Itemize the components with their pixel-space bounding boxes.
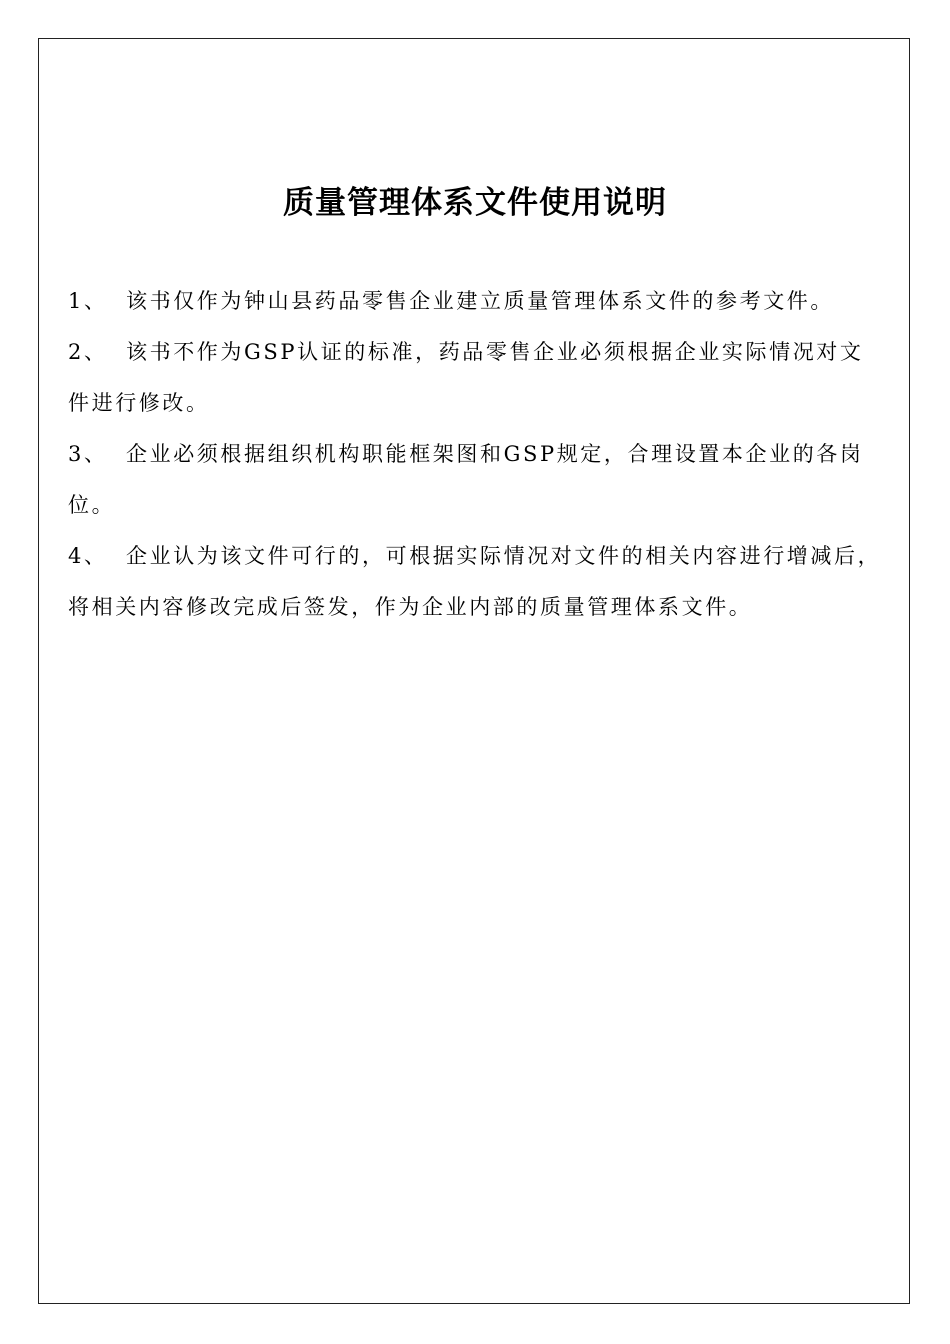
instruction-item-4 xyxy=(68,531,884,633)
instruction-list xyxy=(68,276,884,633)
document-title: 质量管理体系文件使用说明 xyxy=(283,185,667,221)
item-text: 该书仅作为钟山县药品零售企业建立质量管理体系文件的参考文件。 xyxy=(126,289,834,313)
item-text: 企业认为该文件可行的，可根据实际情况对文件的相关内容进行增减后，将相关内容修改完成后签发，作为企业内部的质量管理体系文件。 xyxy=(68,544,882,619)
item-number: 3、 xyxy=(68,442,108,466)
item-number: 1、 xyxy=(68,289,108,313)
instruction-item-3 xyxy=(68,429,884,531)
instruction-item-2 xyxy=(68,327,884,429)
page-border xyxy=(38,38,910,1304)
item-number: 4、 xyxy=(68,544,108,568)
item-text: 该书不作为GSP认证的标准，药品零售企业必须根据企业实际情况对文件进行修改。 xyxy=(68,340,864,415)
instruction-item-1 xyxy=(68,276,884,327)
item-number: 2、 xyxy=(68,340,108,364)
item-text: 企业必须根据组织机构职能框架图和GSP规定，合理设置本企业的各岗位。 xyxy=(68,442,864,517)
